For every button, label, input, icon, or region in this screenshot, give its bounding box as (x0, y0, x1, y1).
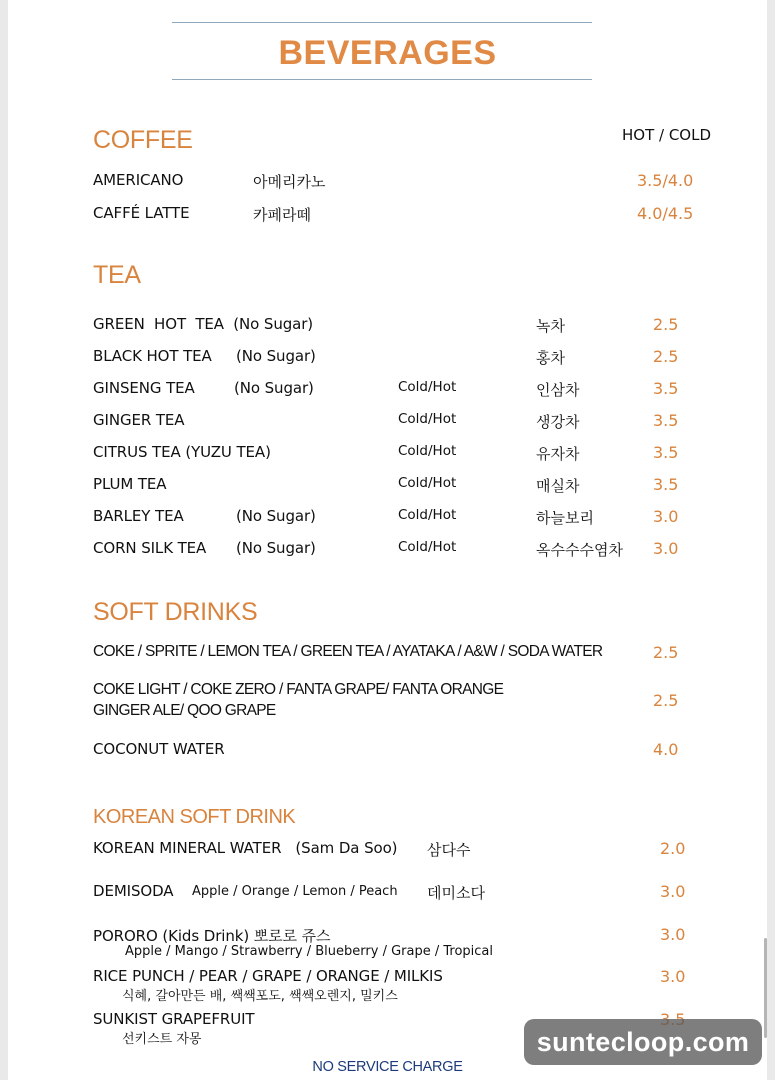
item-name: GINSENG TEA (93, 379, 195, 397)
item-name: GINGER TEA (93, 411, 185, 429)
item-price: 3.0 (653, 539, 679, 558)
footer-note: NO SERVICE CHARGE (312, 1059, 463, 1075)
menu-item-corn-silk-tea (0, 539, 775, 559)
item-korean-name: 식혜, 갈아만든 배, 쌕쌕포도, 쌕쌕오렌지, 밀키스 (122, 989, 398, 1004)
item-price: 4.0/4.5 (637, 204, 694, 223)
item-price: 2.5 (653, 315, 679, 334)
item-korean-name: 인삼차 (536, 381, 580, 399)
item-price: 3.0 (660, 882, 686, 901)
item-option: Cold/Hot (398, 475, 457, 491)
item-name: SUNKIST GRAPEFRUIT (93, 1010, 255, 1028)
menu-item-rice-punch (0, 967, 775, 1003)
item-note: (No Sugar) (236, 347, 316, 365)
title-bottom-rule (172, 79, 592, 80)
menu-item-green-hot-tea (0, 315, 775, 335)
item-option: Cold/Hot (398, 443, 457, 459)
item-name: GREEN HOT TEA (No Sugar) (93, 315, 314, 333)
section-heading-coffee: COFFEE (93, 126, 193, 154)
item-price: 3.5 (653, 443, 679, 462)
item-note: (No Sugar) (236, 507, 316, 525)
item-note: (No Sugar) (236, 539, 316, 557)
item-option: Cold/Hot (398, 379, 457, 395)
menu-item-pororo (0, 925, 775, 961)
item-price: 3.5 (653, 379, 679, 398)
item-korean-name: 생강차 (536, 413, 580, 431)
item-price: 3.0 (653, 507, 679, 526)
item-name: BLACK HOT TEA (93, 347, 212, 365)
menu-item-barley-tea (0, 507, 775, 527)
menu-item-korean-mineral-water (0, 839, 775, 859)
item-korean-name: 매실차 (536, 477, 580, 495)
item-name: KOREAN MINERAL WATER (Sam Da Soo) (93, 839, 398, 857)
item-note: (No Sugar) (234, 379, 314, 397)
menu-item-soft-drinks-group-1 (0, 643, 775, 663)
item-korean-name: 선키스트 자몽 (122, 1032, 202, 1047)
menu-item-soft-drinks-group-2 (0, 681, 775, 723)
item-flavors: Apple / Mango / Strawberry / Blueberry / Grape / Tropical (125, 944, 493, 959)
item-option: Cold/Hot (398, 507, 457, 523)
item-flavors: Apple / Orange / Lemon / Peach (192, 884, 398, 899)
item-price: 3.0 (660, 967, 686, 986)
section-heading-tea: TEA (93, 261, 141, 289)
menu-item-ginseng-tea (0, 379, 775, 399)
menu-item-plum-tea (0, 475, 775, 495)
section-heading-korean-soft-drink: KOREAN SOFT DRINK (93, 806, 296, 828)
item-price: 2.5 (653, 347, 679, 366)
item-price: 3.5/4.0 (637, 171, 694, 190)
item-korean-name: 녹차 (536, 317, 565, 335)
item-korean-name: 삼다수 (427, 841, 471, 859)
item-name: COKE / SPRITE / LEMON TEA / GREEN TEA / AYATAKA / A&W / SODA WATER (93, 643, 603, 660)
item-name: PORORO (Kids Drink) 뽀로로 쥬스 (93, 927, 331, 945)
item-name: CITRUS TEA (YUZU TEA) (93, 443, 271, 461)
item-name-line-2: GINGER ALE/ QOO GRAPE (93, 702, 276, 719)
menu-item-coconut-water (0, 740, 775, 760)
item-option: Cold/Hot (398, 411, 457, 427)
menu-item-ginger-tea (0, 411, 775, 431)
item-price: 2.5 (653, 643, 679, 662)
menu-item-citrus-tea (0, 443, 775, 463)
item-price: 3.5 (653, 411, 679, 430)
item-option: Cold/Hot (398, 539, 457, 555)
menu-item-caffe-latte (0, 204, 775, 224)
hot-cold-label: HOT / COLD (622, 126, 712, 144)
item-price: 3.0 (660, 925, 686, 944)
section-heading-soft-drinks: SOFT DRINKS (93, 598, 258, 626)
item-name: PLUM TEA (93, 475, 167, 493)
item-korean-name: 아메리카노 (253, 173, 326, 191)
page-title: BEVERAGES (278, 34, 497, 72)
item-korean-name: 옥수수수염차 (536, 541, 623, 559)
item-korean-name: 유자차 (536, 445, 580, 463)
item-price: 3.5 (653, 475, 679, 494)
item-name: CORN SILK TEA (93, 539, 207, 557)
item-korean-name: 데미소다 (427, 884, 485, 902)
item-price: 4.0 (653, 740, 679, 759)
item-price: 2.5 (653, 691, 679, 710)
menu-item-demisoda (0, 882, 775, 902)
menu-item-americano (0, 171, 775, 191)
menu-item-black-hot-tea (0, 347, 775, 367)
watermark: suntecloop.com (524, 1019, 762, 1065)
item-name: CAFFÉ LATTE (93, 204, 190, 222)
item-name: AMERICANO (93, 171, 184, 189)
item-price: 2.0 (660, 839, 686, 858)
item-korean-name: 홍차 (536, 349, 565, 367)
title-top-rule (172, 22, 592, 23)
item-name: RICE PUNCH / PEAR / GRAPE / ORANGE / MILKIS (93, 967, 443, 985)
item-name: COCONUT WATER (93, 740, 225, 758)
item-name-line-1: COKE LIGHT / COKE ZERO / FANTA GRAPE/ FANTA ORANGE (93, 681, 504, 698)
item-korean-name: 카페라떼 (253, 206, 311, 224)
item-name: DEMISODA (93, 882, 174, 900)
item-name: BARLEY TEA (93, 507, 184, 525)
item-korean-name: 하늘보리 (536, 509, 594, 527)
